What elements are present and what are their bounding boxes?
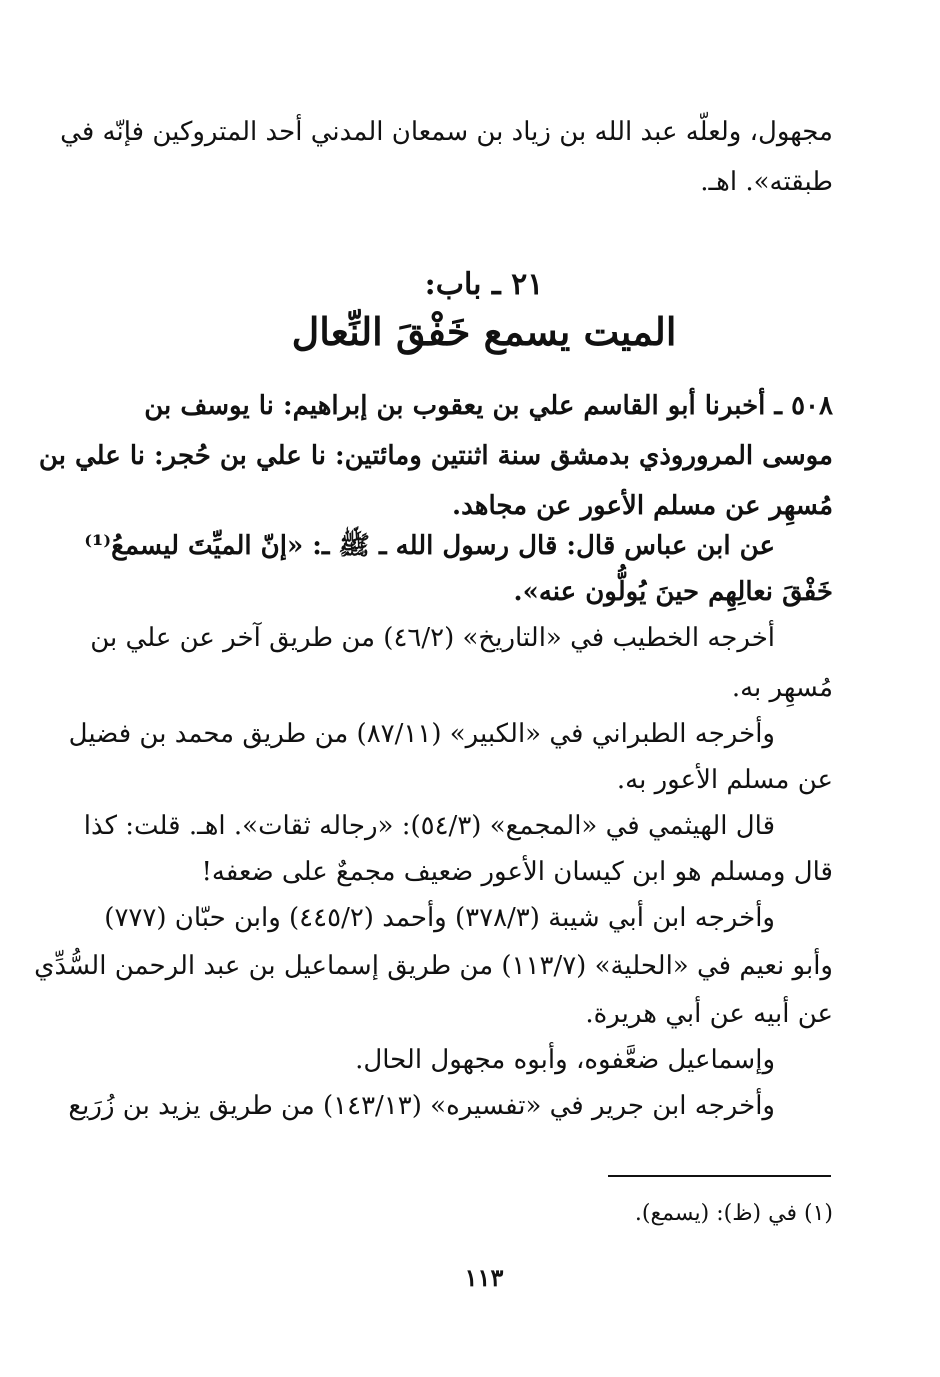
commentary-line-1: أخرجه الخطيب في «التاريخ» (٤٦/٢) من طريق آخر عن علي بن (90, 623, 775, 653)
commentary-line-11: وأخرجه ابن جرير في «تفسيره» (١٤٣/١٣) من طريق يزيد بن زُرَيع (68, 1091, 775, 1121)
chapter-title: الميت يسمع خَفْقَ النِّعال (291, 309, 677, 354)
commentary-line-5: قال الهيثمي في «المجمع» (٥٤/٣): «رجاله ثقات». اهـ. قلت: كذا (83, 811, 775, 841)
commentary-line-6: قال ومسلم هو ابن كيسان الأعور ضعيف مجمعٌ على ضعفه! (201, 857, 833, 887)
footnote-separator (608, 1175, 831, 1177)
footnote: (١) في (ظ): (يسمع). (634, 1201, 833, 1226)
commentary-line-7: وأخرجه ابن أبي شيبة (٣٧٨/٣) وأحمد (٤٤٥/٢) وابن حبّان (٧٧٧) (104, 903, 775, 933)
commentary-line-10: وإسماعيل ضعَّفوه، وأبوه مجهول الحال. (355, 1045, 775, 1075)
commentary-line-4: عن مسلم الأعور به. (616, 765, 833, 795)
commentary-line-3: وأخرجه الطبراني في «الكبير» (٨٧/١١) من طريق محمد بن فضيل (68, 719, 775, 749)
hadith-line-3: مُسهِر عن مسلم الأعور عن مجاهد. (452, 491, 833, 521)
chapter-number: ٢١ ـ باب: (424, 267, 544, 302)
hadith-line-2: موسى المروروذي بدمشق سنة اثنتين ومائتين: نا علي بن حُجر: نا علي بن (38, 441, 833, 471)
continuation-line-2: طبقته». اهـ. (700, 167, 833, 197)
hadith-line-5: خَفْقَ نعالِهِم حينَ يُولُّون عنه». (513, 577, 833, 607)
hadith-line-1: ٥٠٨ ـ أخبرنا أبو القاسم علي بن يعقوب بن إبراهيم: نا يوسف بن (144, 391, 833, 421)
hadith-line-4: عن ابن عباس قال: قال رسول الله ـ ﷺ ـ: «إنّ الميِّتَ ليسمعُ⁽¹⁾ (84, 531, 775, 561)
page-number: ١١٣ (464, 1263, 504, 1292)
commentary-line-2: مُسهِر به. (731, 673, 833, 703)
commentary-line-8: وأبو نعيم في «الحلية» (١١٣/٧) من طريق إسماعيل بن عبد الرحمن السُّدِّي (34, 951, 833, 981)
continuation-line-1: مجهول، ولعلّه عبد الله بن زياد بن سمعان المدني أحد المتروكين فإنّه في (60, 117, 833, 147)
commentary-line-9: عن أبيه عن أبي هريرة. (585, 999, 833, 1029)
